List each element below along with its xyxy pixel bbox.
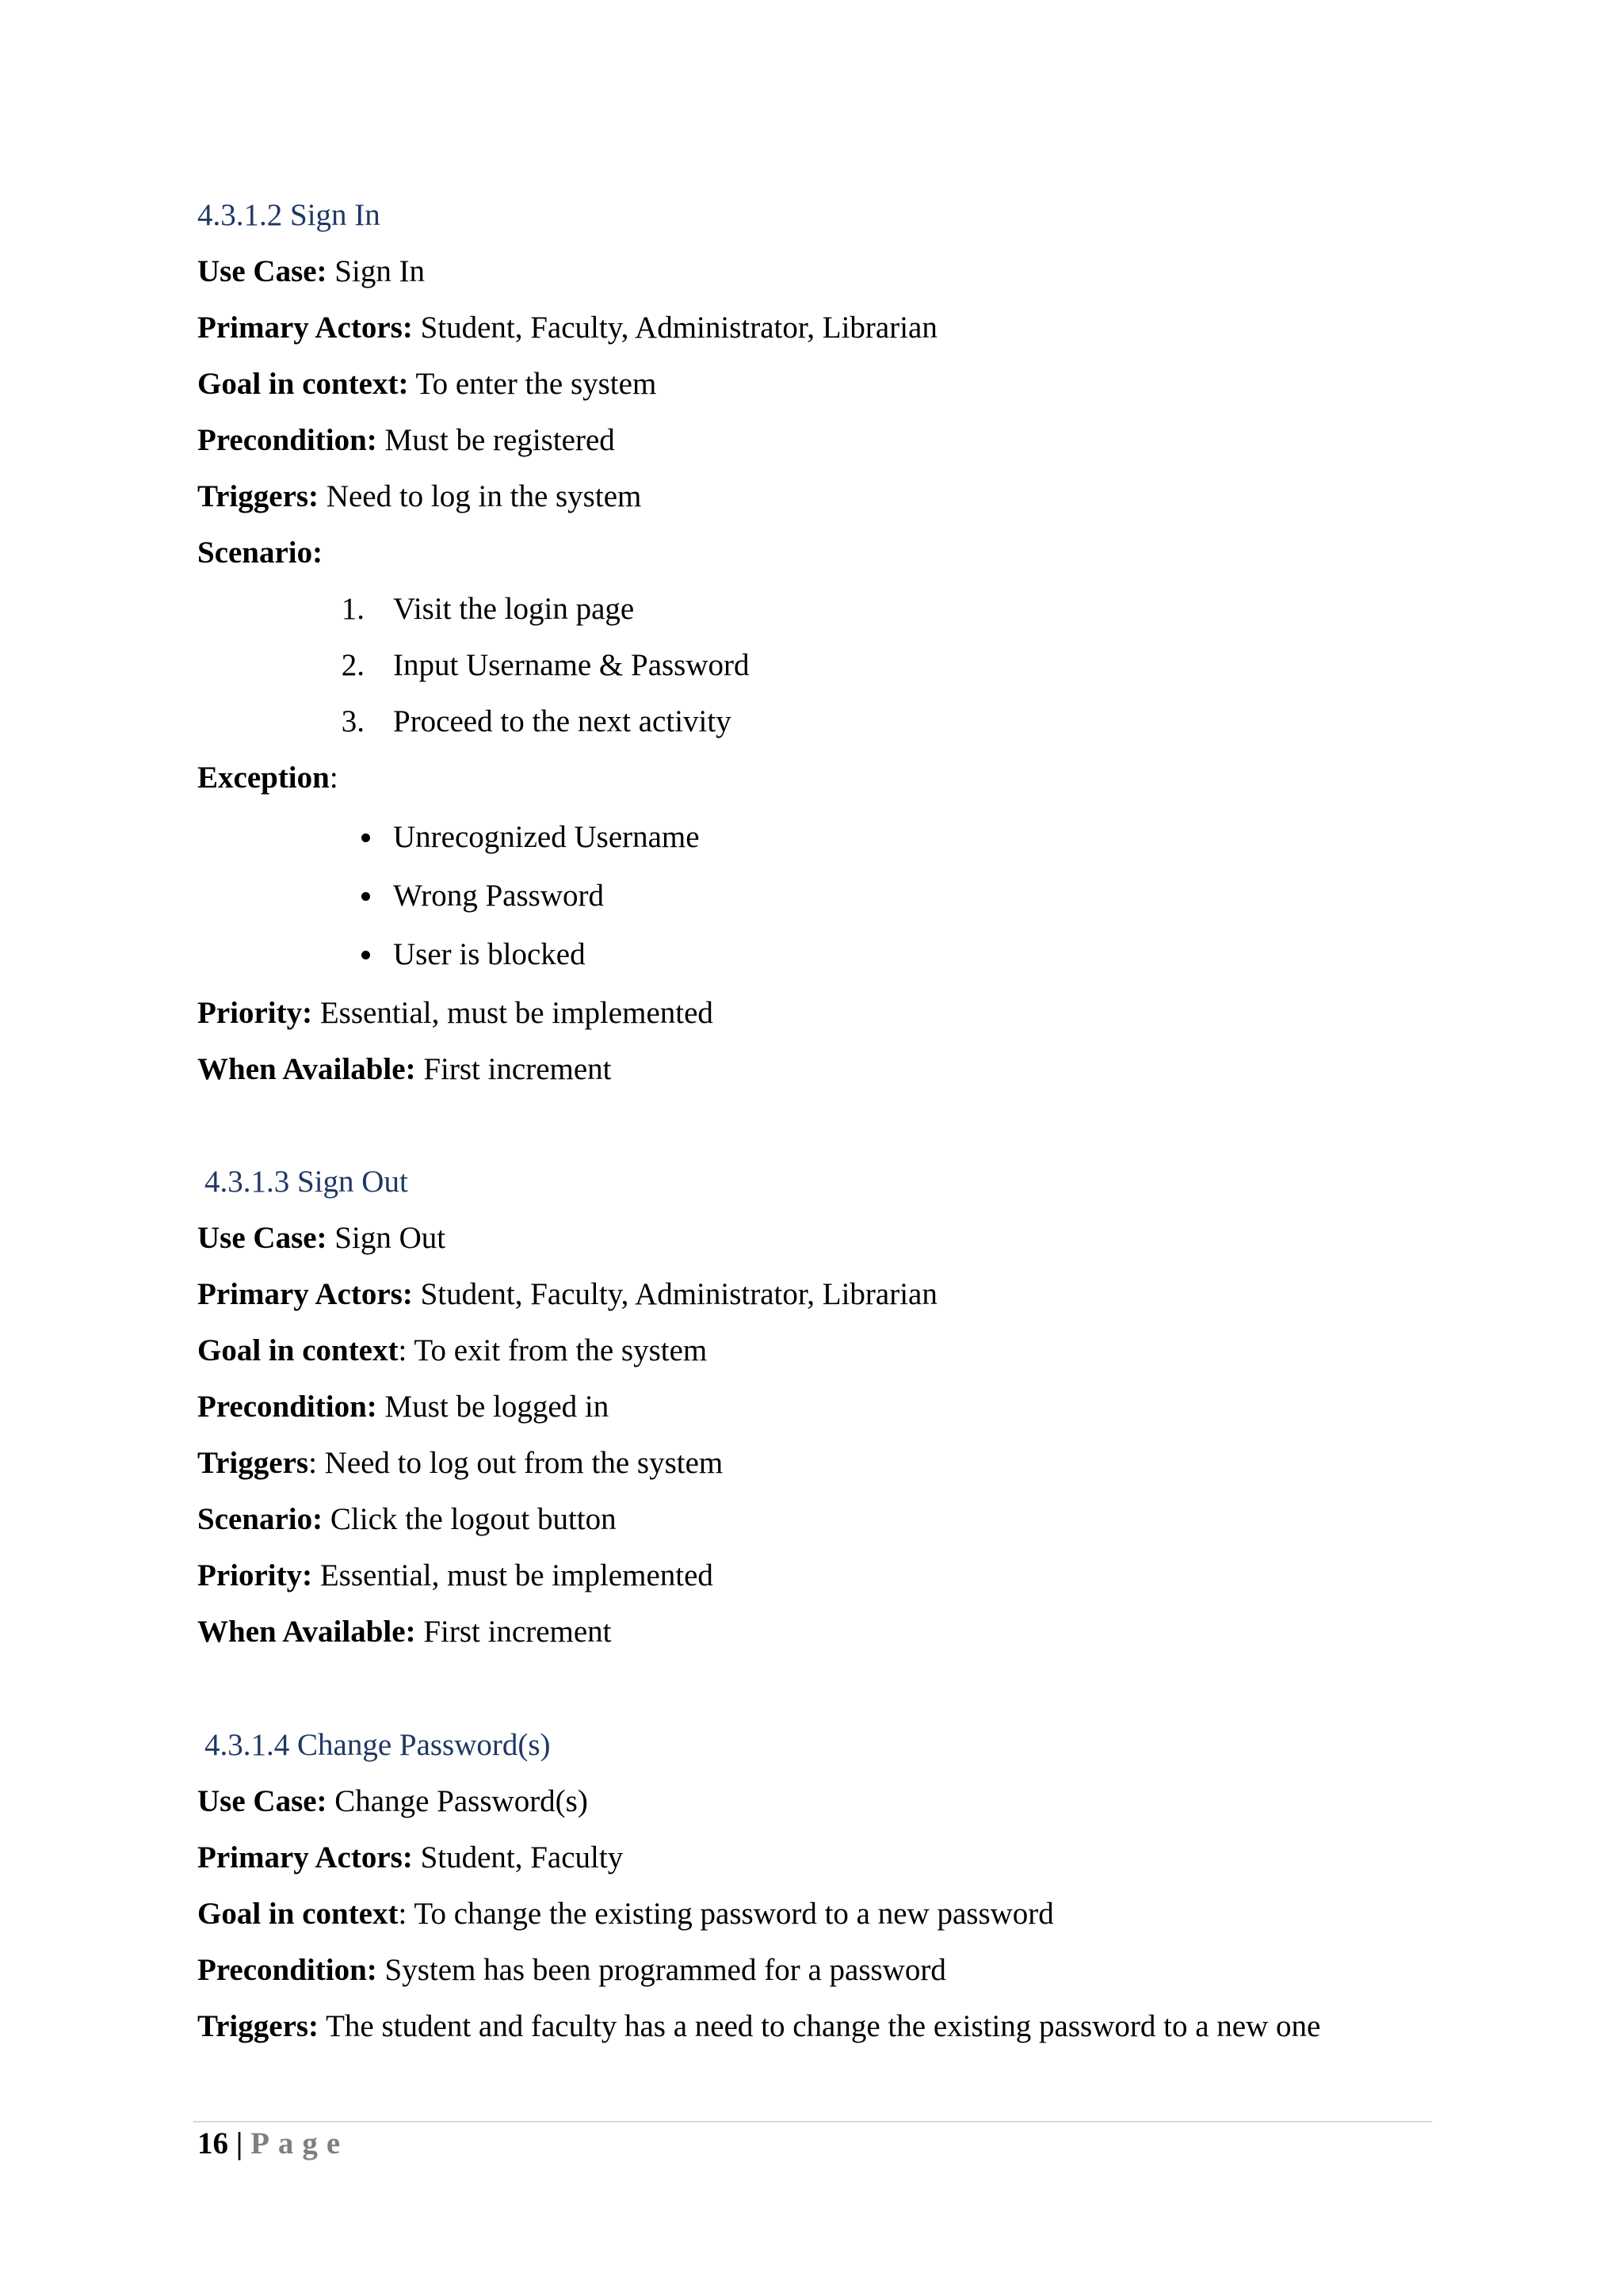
step-number: 3. (341, 704, 365, 738)
field-label: Use Case: (197, 1221, 327, 1255)
field-triggers (197, 2007, 1320, 2046)
field-priority (197, 1556, 713, 1596)
field-scenario (197, 533, 323, 573)
field-label: Priority: (197, 996, 313, 1030)
field-scenario (197, 1500, 617, 1539)
exception-text: Unrecognized Username (393, 820, 700, 854)
field-precondition (197, 1951, 946, 1990)
field-label: Precondition: (197, 1953, 377, 1987)
field-value: Student, Faculty, Administrator, Librarian (412, 311, 938, 345)
field-label: Precondition: (197, 423, 377, 457)
field-value: Need to log in the system (319, 479, 642, 513)
page-word: Page (250, 2126, 349, 2161)
bullet-icon (361, 892, 370, 901)
section-heading-change-password: 4.3.1.4 Change Password(s) (204, 1728, 551, 1762)
field-label: Primary Actors: (197, 311, 413, 345)
field-label: Exception (197, 761, 330, 795)
field-use-case (197, 1782, 588, 1821)
field-label: Triggers (197, 1446, 309, 1480)
field-value: Must be registered (376, 423, 615, 457)
step-text: Visit the login page (393, 592, 635, 626)
exception-text: Wrong Password (393, 879, 604, 913)
field-label: Scenario: (197, 536, 323, 570)
footer-separator: | (228, 2126, 251, 2161)
field-value: : To exit from the system (398, 1333, 708, 1367)
field-label: Scenario: (197, 1502, 323, 1536)
field-when-available (197, 1050, 612, 1089)
field-value: : Need to log out from the system (308, 1446, 724, 1480)
field-label: Goal in context: (197, 367, 409, 401)
section-heading-sign-in: 4.3.1.2 Sign In (197, 198, 380, 232)
step-number: 2. (341, 648, 365, 682)
field-label: Goal in context (197, 1897, 399, 1931)
field-label: Primary Actors: (197, 1840, 413, 1875)
field-label: Use Case: (197, 1784, 327, 1818)
field-when-available (197, 1612, 612, 1652)
field-value: Sign Out (327, 1221, 446, 1255)
field-triggers (197, 477, 641, 517)
field-label: When Available: (197, 1052, 416, 1086)
field-use-case (197, 1219, 445, 1258)
field-value: Student, Faculty (412, 1840, 624, 1875)
field-value: Click the logout button (323, 1502, 617, 1536)
field-triggers (197, 1444, 723, 1483)
field-precondition (197, 421, 615, 460)
field-value: To enter the system (408, 367, 657, 401)
field-exception (197, 758, 338, 798)
field-value: : To change the existing password to a new password (398, 1897, 1054, 1931)
field-value: Student, Faculty, Administrator, Librarian (412, 1277, 938, 1311)
field-label: Triggers: (197, 2009, 319, 2043)
step-text: Input Username & Password (393, 648, 750, 682)
field-colon: : (329, 761, 338, 795)
page-number: 16 (197, 2126, 228, 2161)
field-value: First increment (415, 1052, 612, 1086)
field-value: First increment (415, 1615, 612, 1649)
field-precondition (197, 1387, 609, 1427)
field-primary-actors (197, 1838, 623, 1878)
field-priority (197, 994, 713, 1033)
field-primary-actors (197, 1275, 938, 1314)
field-goal-in-context (197, 1894, 1054, 1934)
page-footer (197, 2124, 349, 2164)
field-value: The student and faculty has a need to change the existing password to a new one (319, 2009, 1321, 2043)
step-number: 1. (341, 592, 365, 626)
bullet-icon (361, 951, 370, 959)
field-value: Must be logged in (376, 1390, 609, 1424)
field-value: Sign In (327, 254, 426, 288)
field-label: Precondition: (197, 1390, 377, 1424)
field-label: Use Case: (197, 254, 327, 288)
field-label: Triggers: (197, 479, 319, 513)
footer-divider (193, 2121, 1432, 2122)
bullet-icon (361, 833, 370, 842)
section-heading-sign-out: 4.3.1.3 Sign Out (204, 1165, 408, 1199)
field-use-case (197, 252, 425, 292)
field-value: System has been programmed for a password (376, 1953, 946, 1987)
field-label: Goal in context (197, 1333, 399, 1367)
field-value: Change Password(s) (327, 1784, 588, 1818)
field-label: Priority: (197, 1558, 313, 1592)
field-value: Essential, must be implemented (312, 996, 713, 1030)
field-goal-in-context (197, 1331, 707, 1371)
field-label: Primary Actors: (197, 1277, 413, 1311)
step-text: Proceed to the next activity (393, 704, 731, 738)
field-label: When Available: (197, 1615, 416, 1649)
field-primary-actors (197, 308, 938, 348)
field-goal-in-context (197, 364, 656, 404)
field-value: Essential, must be implemented (312, 1558, 713, 1592)
exception-text: User is blocked (393, 937, 586, 971)
